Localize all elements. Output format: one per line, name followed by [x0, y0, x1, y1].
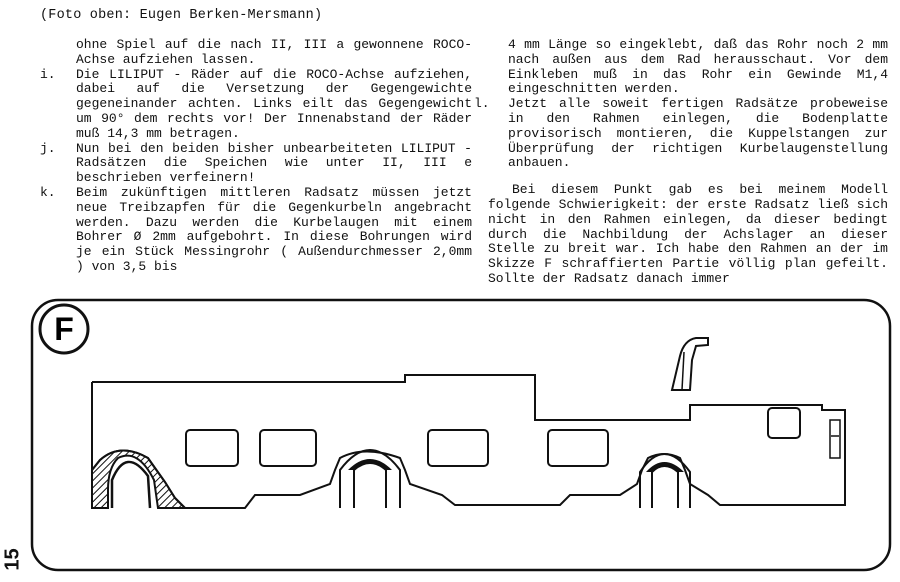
page-number: 15: [1, 548, 24, 571]
frame-window: [260, 430, 316, 466]
top-bracket: [672, 338, 708, 390]
figure-frame: [32, 300, 890, 570]
end-slot: [830, 420, 840, 458]
axle-slot-2: [340, 450, 400, 508]
frame-window: [768, 408, 800, 438]
figure-label: F: [54, 311, 74, 347]
top-bracket-line: [682, 352, 684, 390]
list-text: Beim zukünftigen mittleren Radsatz müssen jetzt neue Treibzapfen für die Gegenkurbeln angebracht werden. Dazu werden die Kurbelaugen mit einem Bohrer Ø 2mm aufgebohrt. In diese Bohrungen wird je ein Stück Messingrohr ( Außendurchmesser 2,0mm ) von 3,5 bis: [76, 184, 472, 274]
axle-slot-1: [112, 462, 150, 508]
frame-window: [428, 430, 488, 466]
body-paragraph: Bei diesem Punkt gab es bei meinem Modell folgende Schwierigkeit: der erste Radsatz ließ sich nicht in den Rahmen einlegen, da dieser bedingt durch die Nachbildung der Achslager an dieser Stelle zu breit war. Ich habe den Rahmen an der im Skizze F schraffierten Partie völlig plan gefeilt. Sollte der Radsatz danach immer: [488, 182, 888, 286]
frame-window: [548, 430, 608, 466]
list-label: i.: [40, 66, 56, 82]
axle-inner-2: [354, 463, 386, 508]
frame-outline: [92, 375, 845, 508]
left-continuation: ohne Spiel auf die nach II, III a gewonnene ROCO-Achse aufziehen lassen.: [76, 37, 472, 67]
photo-caption: (Foto oben: Eugen Berken-Mersmann): [40, 8, 323, 23]
list-label: k.: [40, 184, 56, 200]
list-text: Die LILIPUT - Räder auf die ROCO-Achse aufziehen, dabei auf die Versetzung der Gegengewichte gegeneinander achten. Links eilt das Gegengewicht um 90° dem rechts vor! Der Innenabstand der Räder muß 14,3 mm betragen.: [76, 66, 472, 141]
list-text: Nun bei den beiden bisher unbearbeiteten LILIPUT - Radsätzen die Speichen wie unter II, III e beschrieben verfeinern!: [76, 140, 472, 186]
list-label: l.: [474, 96, 490, 112]
frame-window: [186, 430, 238, 466]
axle-inner-3: [652, 466, 678, 508]
list-text: Jetzt alle soweit fertigen Radsätze probeweise in den Rahmen einlegen, die Bodenplatte provisorisch montieren, die Kuppelstangen zur Überprüfung der richtigen Kurbelaugenstellung anbauen.: [508, 96, 888, 171]
right-continuation: 4 mm Länge so eingeklebt, daß das Rohr noch 2 mm nach außen aus dem Rad herausschaut. Vor dem Einkleben muß in das Rohr ein Gewinde M1,4 eingeschnitten werden.: [508, 37, 888, 97]
list-label: j.: [40, 140, 56, 156]
